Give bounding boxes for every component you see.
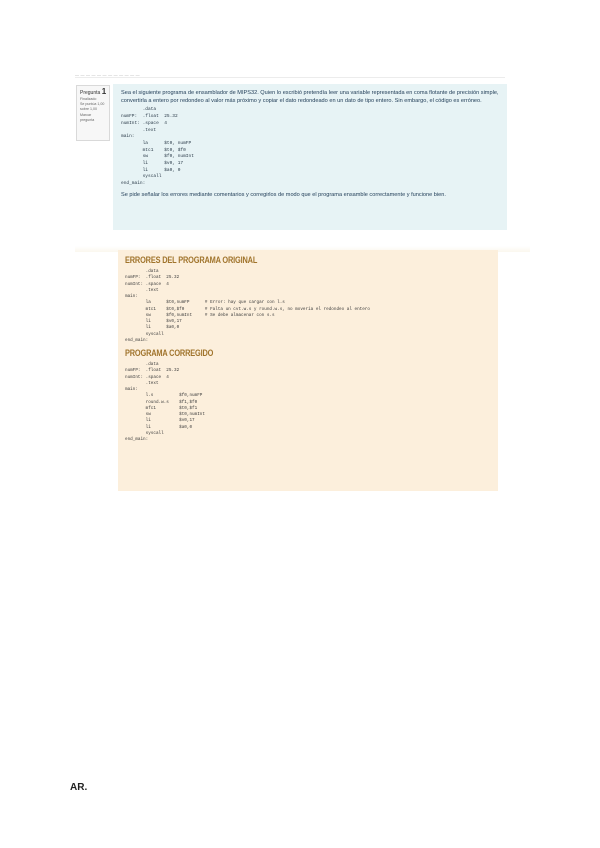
answer-panel [118,250,498,491]
flag-question-link-line2[interactable]: pregunta [80,117,95,122]
question-number: 1 [101,87,107,96]
question-info-box [76,85,110,141]
breadcrumb: — — — — — — — — — — — — [75,72,140,77]
question-score-line1: Se puntúa 1,00 [80,102,105,107]
header-divider [75,77,505,78]
question-intro: Sea el siguiente programa de ensamblador de MIPS32. Quien lo escribió pretendía leer una variable representada en coma flotante de precisión simple, convertirla a entero por redondeo al valor más próximo y copiar el dato redondeado en un dato de tipo entero. Sin embargo, el código es erróneo. [121,90,499,105]
footer-initials: AR. [70,782,88,793]
question-instruction: Se pide señalar los errores mediante comentarios y corregirlos de modo que el programa ensamble correctamente y funcione bien. [121,191,446,198]
corrected-code: .data numFP: .float 25.32 numInt: .space 4 .text main: l.s $f0,numFP round.w.s $f1,$f0 mfc1 $t0,$f1 sw $t0,numInt li $v0,17 li $a0,0 syscall end_main: [125,362,205,442]
top-bar [75,72,505,78]
flag-question-link[interactable]: Marcar [80,112,92,117]
original-code-with-comments: .data numFP: .float 25.32 numInt: .space 4 .text main: la $t0,numFP # Error: hay que cargar con l.s mtc1 $t0,$f0 # Falta un cvt.w.s y round.w.s, no movería el redondeo al entero sw $f0,numInt # Se debe almacenar con s.s li $v0,17 li $a0,0 syscall end_main: [125,269,370,343]
errors-heading: ERRORES DEL PROGRAMA ORIGINAL [125,255,258,265]
question-title-prefix: Pregunta [80,90,101,96]
question-score-line2: sobre 1,00 [80,107,97,112]
corrected-heading: PROGRAMA CORREGIDO [125,348,214,358]
question-number-label [80,88,106,97]
question-code: .data numFP: .float 25.32 numInt: .space 4 .text main: la $t0, numFP mtc1 $t0, $f0 sw $f0, numInt li $v0, 17 li $a0, 0 syscall end_main: [121,107,194,187]
question-text-panel [113,84,507,230]
question-status: Finalizado [80,97,97,101]
